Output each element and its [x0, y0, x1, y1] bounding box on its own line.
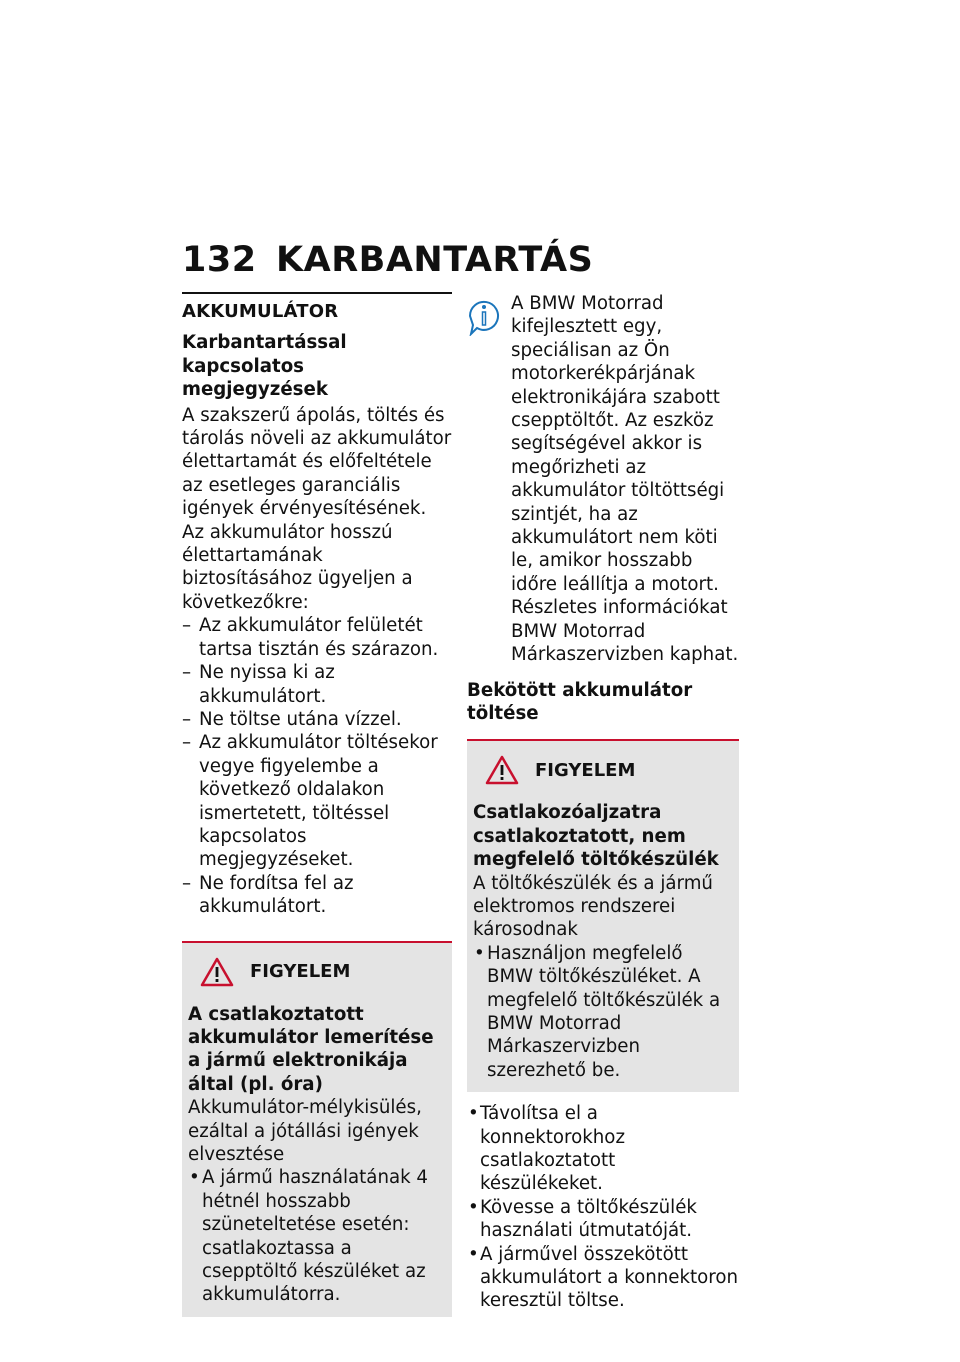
- step-item: • Távolítsa el a konnektorokhoz csatlakoztatott készülékeket.: [467, 1102, 739, 1196]
- list-item: – Az akkumulátor töltésekor vegye figyelembe a következő oldalakon ismertetett, töltéssel kapcsolatos megjegyzéseket.: [182, 731, 452, 871]
- paragraph: A szakszerű ápolás, töltés és tárolás növeli az akkumulátor élettartamát és előfeltétele az esetleges garanciális igények érvényesítésének.: [182, 404, 452, 520]
- warning-consequence: Akkumulátor-mélykisülés, ezáltal a jótállási igények elvesztése: [188, 1097, 422, 1165]
- warning-box: [182, 941, 452, 1317]
- list-item: – Az akkumulátor felületét tartsa tisztán és szárazon.: [182, 614, 452, 661]
- step-item: • A járművel összekötött akkumulátort a konnektoron keresztül töltse.: [467, 1243, 739, 1313]
- warning-triangle-icon: [200, 957, 234, 987]
- list-item: • Használjon megfelelő BMW töltőkészüléket. A megfelelő töltőkészülék a BMW Motorrad Márkaszervizben szerezhető be.: [473, 942, 733, 1082]
- page-number: 132: [182, 240, 257, 280]
- warning-consequence: A töltőkészülék és a jármű elektromos rendszerei károsodnak: [473, 872, 713, 941]
- page-header: [182, 240, 593, 280]
- right-column: [467, 292, 739, 1313]
- warning-box: [467, 739, 739, 1092]
- section-title: AKKUMULÁTOR: [182, 301, 339, 322]
- list-item: – Ne töltse utána vízzel.: [182, 708, 452, 731]
- list-item: • A jármű használatának 4 hétnél hosszabb szüneteltetése esetén: csatlakoztassa a csepptöltő készüléket az akkumulátorra.: [188, 1166, 446, 1306]
- step-list: [467, 1102, 739, 1313]
- list-item: – Ne fordítsa fel az akkumulátort.: [182, 872, 452, 919]
- warning-title: FIGYELEM: [535, 759, 636, 781]
- paragraph: Az akkumulátor hosszú élettartamának biztosításához ügyeljen a következőkre:: [182, 521, 413, 613]
- chapter-title: KARBANTARTÁS: [276, 240, 594, 280]
- subheading: Karbantartással kapcsolatos megjegyzések: [182, 332, 347, 401]
- step-item: • Kövesse a töltőkészülék használati útmutatóját.: [467, 1196, 739, 1243]
- dash-list: [182, 614, 452, 918]
- info-icon: [467, 296, 501, 336]
- warning-header: [473, 751, 733, 789]
- warning-triangle-icon: [485, 755, 519, 785]
- warning-cause: A csatlakoztatott akkumulátor lemerítése a jármű elektronikája által (pl. óra): [188, 1003, 434, 1095]
- info-block: [467, 292, 739, 667]
- warning-bullets: [473, 942, 733, 1082]
- warning-header: [188, 953, 446, 991]
- subsection-heading: Bekötött akkumulátor töltése: [467, 679, 693, 724]
- warning-bullets: [188, 1166, 446, 1306]
- info-text: A BMW Motorrad kifejlesztett egy, speciálisan az Ön motorkerékpárjának elektronikájára szabott csepptöltőt. Az eszköz segítségével akkor is megőrizheti az akkumulátor töltöttségi szintjét, ha az akkumulátort nem köti le, amikor hosszabb időre leállítja a motort. Részletes információkat BMW Motorrad Márkaszervizben kaphat.: [511, 293, 739, 666]
- left-column: [182, 292, 452, 1317]
- warning-cause: Csatlakozóaljzatra csatlakoztatott, nem megfelelő töltőkészülék: [473, 802, 719, 871]
- warning-title: FIGYELEM: [250, 960, 351, 982]
- section-rule: [182, 292, 452, 294]
- list-item: – Ne nyissa ki az akkumulátort.: [182, 661, 452, 708]
